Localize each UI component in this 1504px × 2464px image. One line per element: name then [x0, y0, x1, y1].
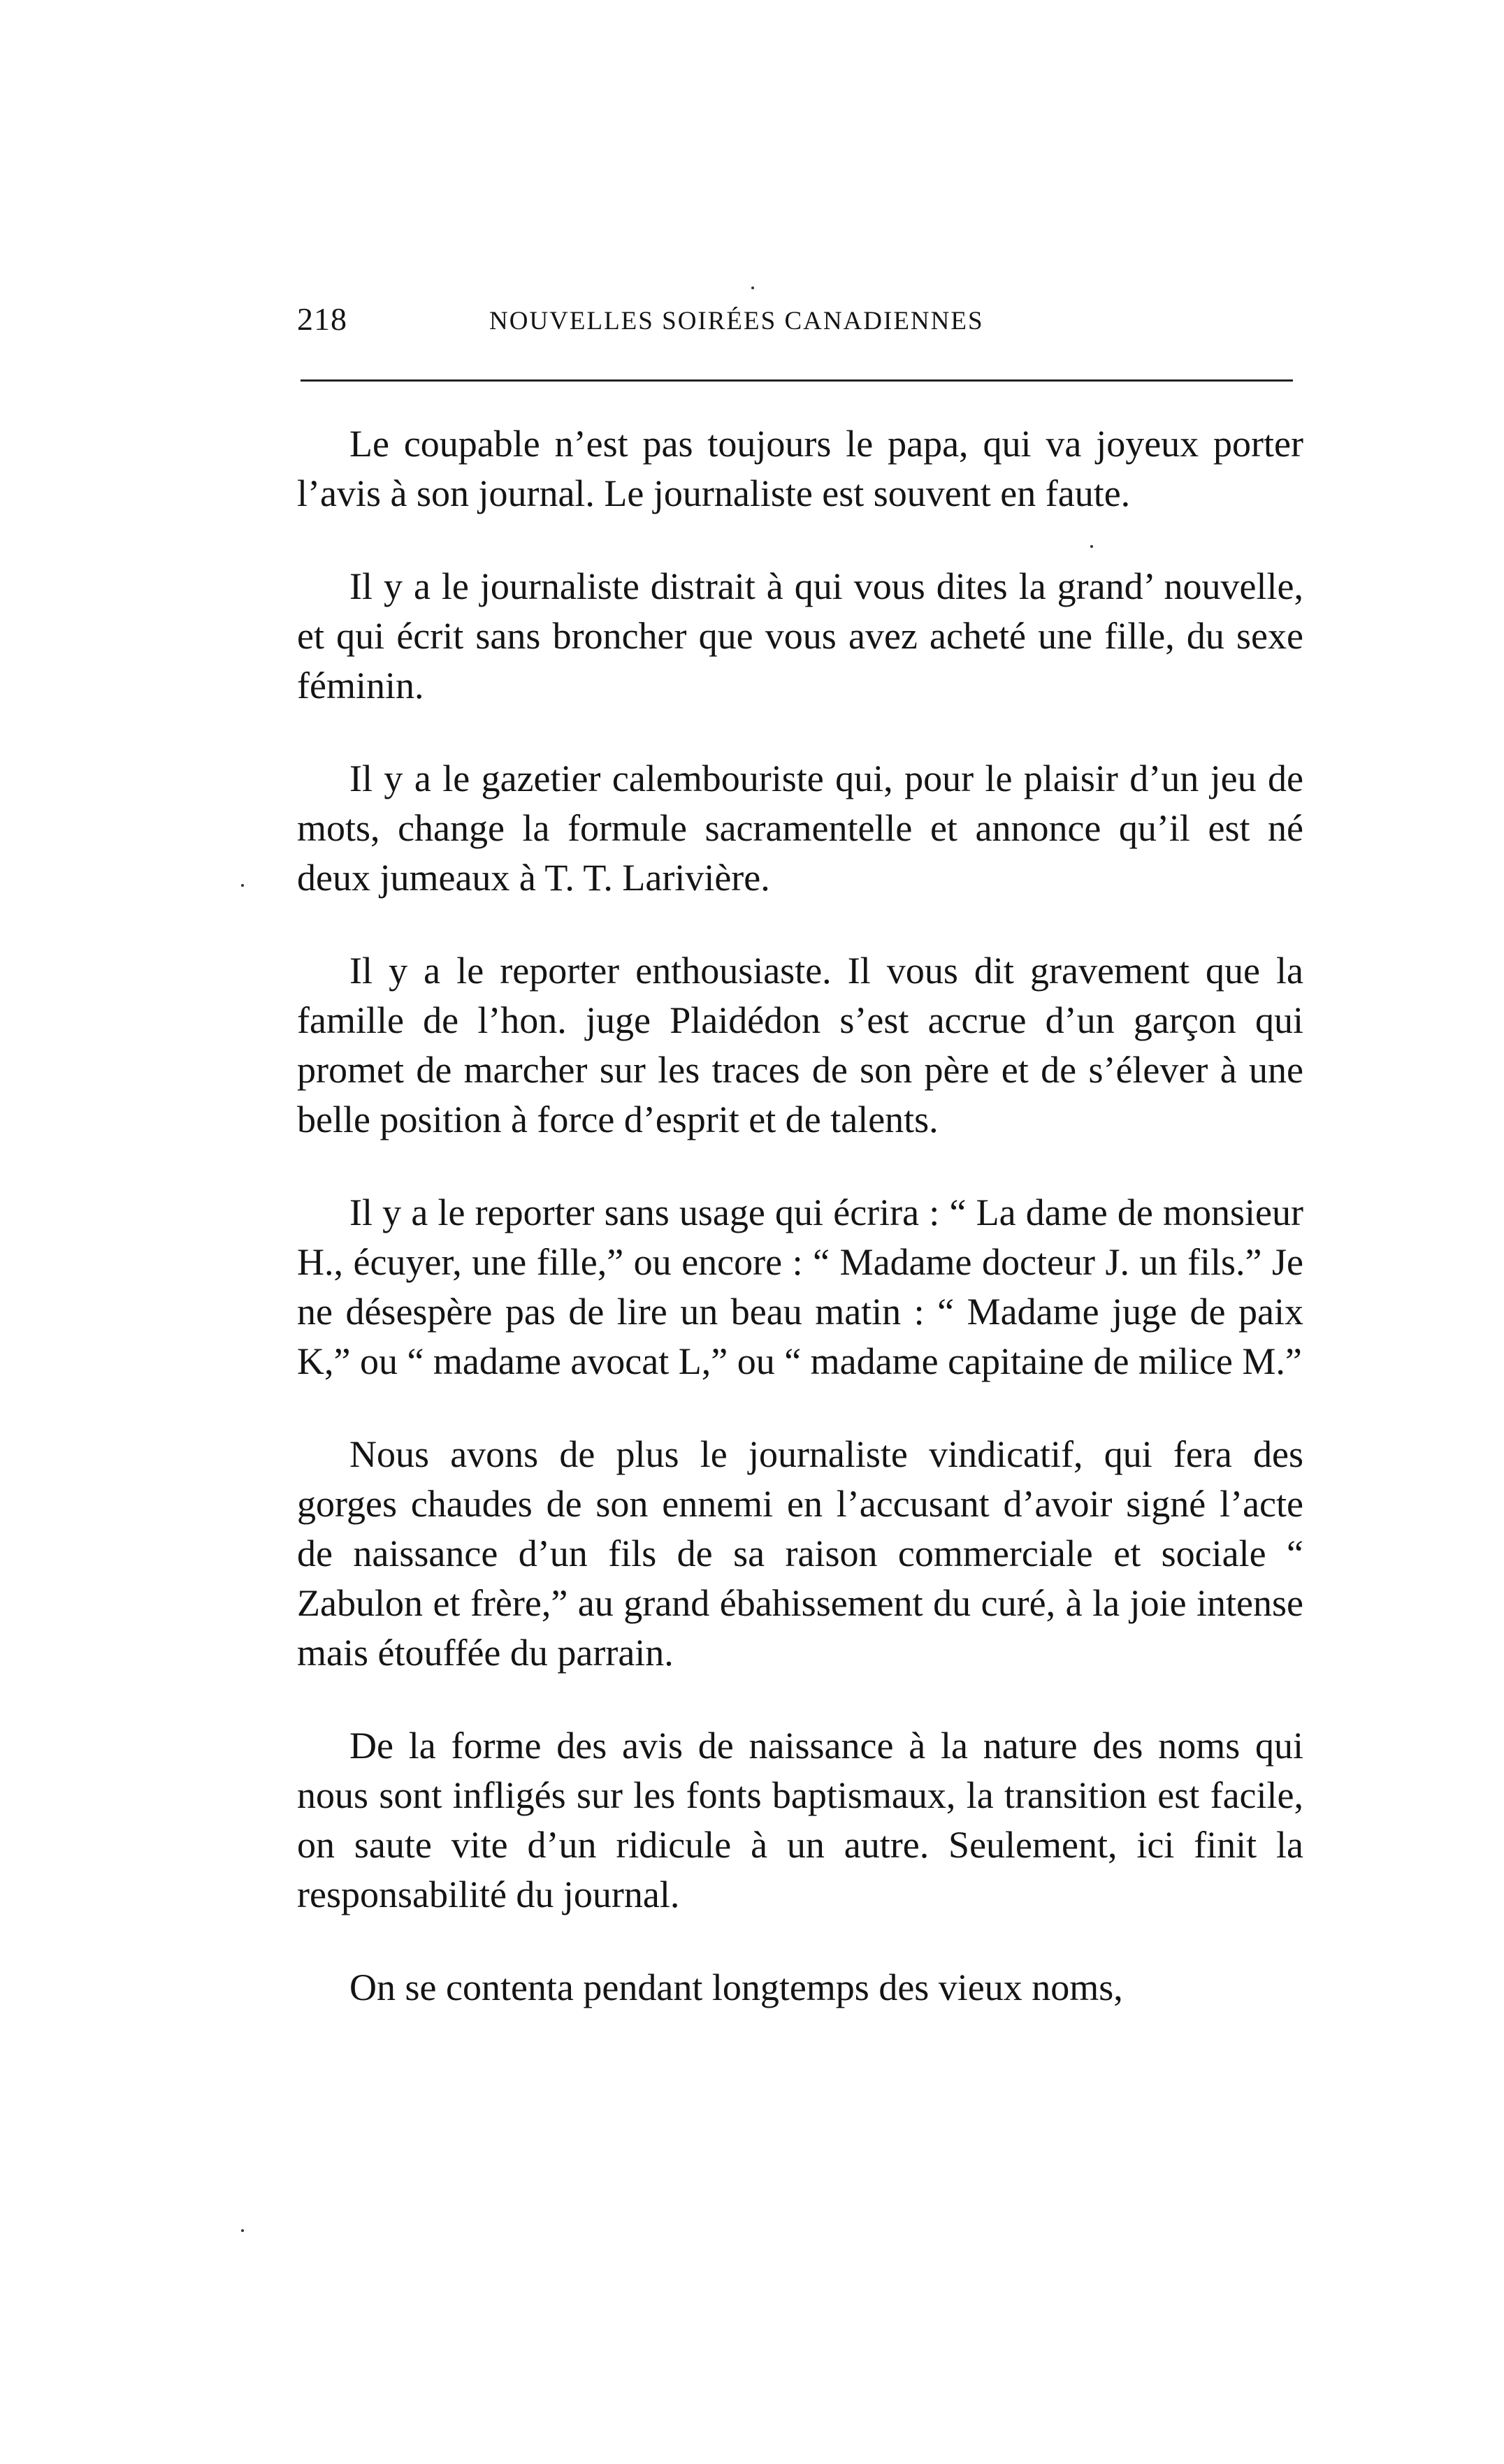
running-title: NOUVELLES SOIRÉES CANADIENNES: [489, 307, 984, 335]
paragraph: Il y a le gazetier calembouriste qui, pour le plaisir d’un jeu de mots, change la formule sacramentelle et annonce qu’il est né deux jumeaux à T. T. Larivière.: [297, 758, 1303, 899]
paragraph: Il y a le reporter sans usage qui écrira : “ La dame de monsieur H., écuyer, une fille,” ou encore : “ Madame docteur J. un fils.” Je ne désespère pas de lire un beau matin : “ Madame juge de paix K,” ou “ madame avocat L,” ou “ madame capitaine de milice M.”: [297, 1191, 1303, 1382]
page-header: [297, 300, 1296, 356]
paragraph: On se contenta pendant longtemps des vieux noms,: [349, 1966, 1123, 2008]
paragraph: De la forme des avis de naissance à la nature des noms qui nous sont infligés sur les fonts baptismaux, la transition est facile, on saute vite d’un ridicule à un autre. Seulement, ici finit la responsabilité du journal.: [297, 1725, 1303, 1915]
header-rule: [301, 379, 1293, 382]
paragraph: Le coupable n’est pas toujours le papa, qui va joyeux porter l’avis à son journal. Le journaliste est souvent en faute.: [297, 423, 1303, 514]
body-text: [297, 419, 1303, 2013]
page-number: 218: [297, 301, 347, 337]
print-speck: [241, 2229, 244, 2232]
print-speck: [751, 287, 754, 289]
paragraph: Il y a le journaliste distrait à qui vous dites la grand’ nouvelle, et qui écrit sans broncher que vous avez acheté une fille, du sexe féminin.: [297, 565, 1303, 706]
paragraph: Nous avons de plus le journaliste vindicatif, qui fera des gorges chaudes de son ennemi en l’accusant d’avoir signé l’acte de naissance d’un fils de sa raison commerciale et sociale “ Zabulon et frère,” au grand ébahissement du curé, à la joie intense mais étouffée du parrain.: [297, 1433, 1303, 1674]
paragraph: Il y a le reporter enthousiaste. Il vous dit gravement que la famille de l’hon. juge Plaidédon s’est accrue d’un garçon qui promet de marcher sur les traces de son père et de s’élever à une belle position à force d’esprit et de talents.: [297, 950, 1303, 1140]
print-speck: [241, 884, 244, 887]
print-speck: [1090, 545, 1093, 548]
